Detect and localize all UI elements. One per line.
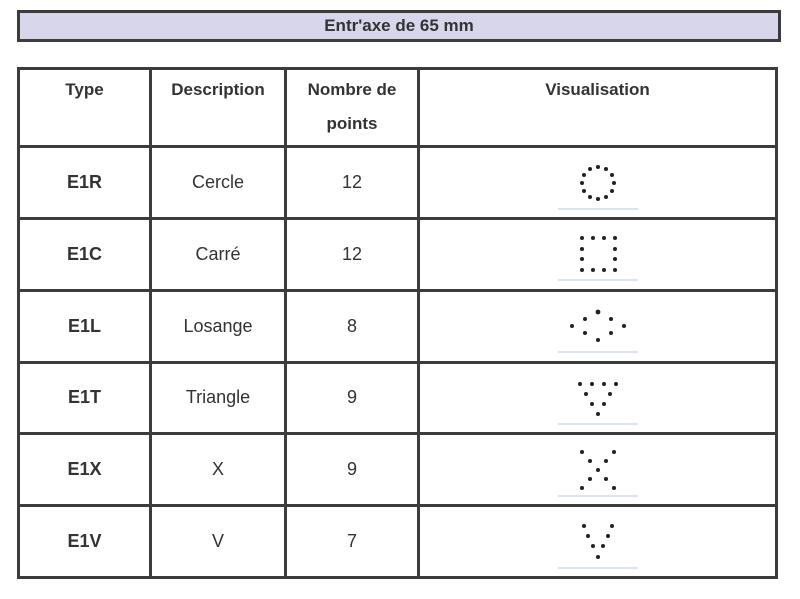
header-row [19, 69, 777, 147]
row-visual [419, 506, 777, 578]
header-points-line2: points [326, 114, 378, 133]
table-row [19, 362, 777, 434]
row-description: V [151, 506, 286, 578]
row-description: Cercle [151, 147, 286, 219]
row-points: 9 [286, 434, 419, 506]
diamond-dots [570, 310, 626, 342]
table-row [19, 290, 777, 362]
table-row [19, 434, 777, 506]
header-points-line1: Nombre de [307, 80, 397, 99]
x-pattern-drawing [548, 442, 648, 498]
row-points: 8 [286, 290, 419, 362]
row-type: E1T [19, 362, 151, 434]
table-row [19, 218, 777, 290]
header-type: Type [19, 69, 151, 147]
circle-dots [580, 165, 616, 201]
row-visual [419, 147, 777, 219]
row-type: E1C [19, 218, 151, 290]
row-visual [419, 218, 777, 290]
circle-pattern-drawing [548, 155, 648, 211]
row-points: 9 [286, 362, 419, 434]
table-row [19, 506, 777, 578]
row-description: Triangle [151, 362, 286, 434]
header-points [286, 69, 419, 147]
row-points: 12 [286, 218, 419, 290]
row-visual [419, 434, 777, 506]
hole-pattern-table [17, 67, 778, 579]
row-type: E1X [19, 434, 151, 506]
row-type: E1L [19, 290, 151, 362]
row-description: Carré [151, 218, 286, 290]
v-dots [582, 524, 614, 559]
row-type: E1R [19, 147, 151, 219]
row-type: E1V [19, 506, 151, 578]
row-points: 7 [286, 506, 419, 578]
row-visual [419, 362, 777, 434]
triangle-dots [578, 382, 618, 416]
diamond-pattern-drawing [548, 298, 648, 354]
triangle-pattern-drawing [548, 370, 648, 426]
square-dots [580, 236, 617, 272]
row-description: X [151, 434, 286, 506]
row-visual [419, 290, 777, 362]
row-points: 12 [286, 147, 419, 219]
x-dots [580, 450, 616, 490]
table-row [19, 147, 777, 219]
v-pattern-drawing [548, 514, 648, 570]
row-description: Losange [151, 290, 286, 362]
header-description: Description [151, 69, 286, 147]
table-title: Entr'axe de 65 mm [17, 10, 781, 42]
square-pattern-drawing [548, 226, 648, 282]
header-visual: Visualisation [419, 69, 777, 147]
